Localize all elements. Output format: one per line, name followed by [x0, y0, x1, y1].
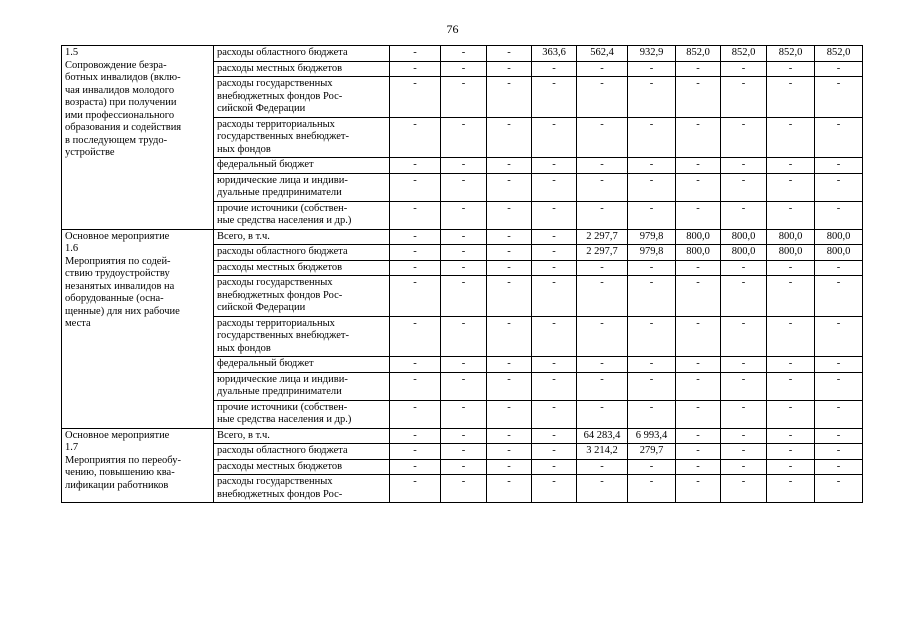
value-cell: - — [532, 201, 577, 229]
funding-source-line: расходы местных бюджетов — [217, 460, 343, 472]
table-row — [62, 229, 863, 245]
value-cell: - — [532, 260, 577, 276]
measure-cell — [62, 229, 214, 428]
value-cell: - — [815, 276, 863, 317]
value-cell: - — [577, 357, 628, 373]
value-cell: - — [815, 260, 863, 276]
funding-source-line: Всего, в т.ч. — [217, 230, 270, 242]
value-cell: 562,4 — [577, 46, 628, 62]
value-cell: - — [532, 400, 577, 428]
value-cell: - — [487, 117, 532, 158]
funding-source-cell — [214, 475, 390, 503]
value-cell: - — [676, 357, 721, 373]
value-cell: - — [676, 459, 721, 475]
measure-line: устройстве — [65, 147, 115, 158]
measure-line: щенные) для них рабочие — [65, 305, 180, 317]
value-cell: - — [532, 117, 577, 158]
value-cell: - — [390, 245, 441, 261]
value-cell: - — [767, 276, 815, 317]
value-cell: - — [390, 372, 441, 400]
value-cell: - — [767, 260, 815, 276]
value-cell: - — [676, 428, 721, 444]
value-cell: - — [721, 173, 767, 201]
funding-source-line: дуальные предприниматели — [217, 386, 342, 397]
value-cell: - — [676, 117, 721, 158]
funding-source-cell — [214, 201, 390, 229]
measure-line: лификации работников — [65, 479, 169, 491]
funding-source-line: прочие источники (собствен- — [217, 401, 348, 413]
value-cell: - — [676, 201, 721, 229]
value-cell: - — [441, 260, 487, 276]
value-cell: - — [815, 400, 863, 428]
value-cell: - — [577, 372, 628, 400]
value-cell: - — [676, 316, 721, 357]
value-cell: 979,8 — [628, 229, 676, 245]
measure-line: 1.7 — [65, 442, 79, 453]
value-cell: - — [676, 61, 721, 77]
measure-line: в последующем трудо- — [65, 134, 168, 146]
value-cell: 64 283,4 — [577, 428, 628, 444]
value-cell: - — [532, 158, 577, 174]
value-cell: - — [721, 117, 767, 158]
value-cell: - — [441, 428, 487, 444]
value-cell: - — [441, 357, 487, 373]
value-cell: - — [390, 229, 441, 245]
value-cell: - — [767, 428, 815, 444]
value-cell: - — [676, 173, 721, 201]
funding-source-line: сийской Федерации — [217, 302, 306, 313]
value-cell: - — [532, 173, 577, 201]
measure-line: образования и содействия — [65, 122, 182, 133]
value-cell: - — [767, 400, 815, 428]
value-cell: 932,9 — [628, 46, 676, 62]
measure-line: чению, повышению ква- — [65, 467, 175, 478]
value-cell: - — [487, 260, 532, 276]
measure-line: места — [65, 318, 91, 329]
measure-line: Мероприятия по содей- — [65, 255, 171, 267]
value-cell: - — [628, 316, 676, 357]
value-cell: - — [441, 61, 487, 77]
value-cell: - — [676, 260, 721, 276]
value-cell: - — [441, 229, 487, 245]
measure-line: чая инвалидов молодого — [65, 84, 175, 96]
value-cell: - — [441, 46, 487, 62]
value-cell: - — [628, 61, 676, 77]
value-cell: - — [577, 459, 628, 475]
funding-source-cell — [214, 316, 390, 357]
value-cell: - — [487, 276, 532, 317]
measure-line: незанятых инвалидов на — [65, 280, 175, 292]
funding-source-line: расходы территориальных — [217, 118, 335, 130]
value-cell: - — [721, 61, 767, 77]
value-cell: - — [721, 444, 767, 460]
value-cell: - — [577, 77, 628, 118]
value-cell: - — [721, 77, 767, 118]
value-cell: - — [767, 173, 815, 201]
funding-source-line: расходы областного бюджета — [217, 246, 348, 257]
value-cell: - — [815, 61, 863, 77]
value-cell: - — [628, 276, 676, 317]
value-cell: - — [721, 316, 767, 357]
measure-line: 1.6 — [65, 243, 79, 254]
measure-line: ствию трудоустройству — [65, 268, 170, 279]
value-cell: - — [441, 459, 487, 475]
value-cell: - — [487, 245, 532, 261]
funding-source-cell — [214, 173, 390, 201]
value-cell: - — [487, 400, 532, 428]
value-cell: 852,0 — [721, 46, 767, 62]
value-cell: - — [532, 459, 577, 475]
value-cell: - — [721, 260, 767, 276]
value-cell: - — [390, 276, 441, 317]
funding-source-line: федеральный бюджет — [217, 358, 314, 369]
measure-cell — [62, 428, 214, 503]
funding-source-line: расходы государственных — [217, 277, 333, 288]
value-cell: - — [487, 158, 532, 174]
value-cell: - — [815, 77, 863, 118]
value-cell: - — [767, 77, 815, 118]
value-cell: - — [390, 158, 441, 174]
value-cell: - — [390, 400, 441, 428]
value-cell: - — [767, 117, 815, 158]
funding-source-line: внебюджетных фондов Рос- — [217, 289, 343, 301]
value-cell: - — [676, 400, 721, 428]
funding-source-line: ные средства населения и др.) — [217, 215, 352, 226]
value-cell: - — [441, 276, 487, 317]
funding-source-line: расходы областного бюджета — [217, 445, 348, 456]
funding-source-line: юридические лица и индиви- — [217, 373, 348, 385]
value-cell: - — [487, 357, 532, 373]
value-cell: - — [628, 173, 676, 201]
funding-source-line: государственных внебюджет- — [217, 330, 349, 341]
value-cell: - — [532, 229, 577, 245]
value-cell: - — [532, 245, 577, 261]
measure-heading: Основное мероприятие — [65, 230, 170, 242]
funding-source-line: расходы государственных — [217, 476, 333, 487]
funding-source-cell — [214, 245, 390, 261]
value-cell: - — [390, 428, 441, 444]
value-cell: - — [676, 276, 721, 317]
value-cell: 800,0 — [767, 245, 815, 261]
value-cell: - — [767, 475, 815, 503]
value-cell: 800,0 — [815, 229, 863, 245]
value-cell: - — [577, 260, 628, 276]
value-cell: - — [532, 61, 577, 77]
funding-source-line: внебюджетных фондов Рос- — [217, 90, 343, 102]
value-cell: - — [628, 117, 676, 158]
value-cell: - — [721, 276, 767, 317]
value-cell: 6 993,4 — [628, 428, 676, 444]
value-cell: - — [628, 260, 676, 276]
value-cell: - — [815, 444, 863, 460]
value-cell: - — [532, 357, 577, 373]
funding-source-line: расходы местных бюджетов — [217, 261, 343, 273]
value-cell: - — [815, 173, 863, 201]
value-cell: - — [628, 201, 676, 229]
value-cell: - — [676, 444, 721, 460]
value-cell: - — [441, 475, 487, 503]
table-row — [62, 428, 863, 444]
value-cell: - — [721, 400, 767, 428]
measure-line: Мероприятия по переобу- — [65, 454, 181, 466]
funding-source-cell — [214, 444, 390, 460]
value-cell: - — [532, 475, 577, 503]
value-cell: - — [767, 61, 815, 77]
value-cell: - — [441, 372, 487, 400]
value-cell: - — [532, 77, 577, 118]
measure-line: оборудованные (осна- — [65, 293, 164, 304]
value-cell: - — [487, 372, 532, 400]
value-cell: 2 297,7 — [577, 245, 628, 261]
value-cell: - — [628, 77, 676, 118]
funding-source-cell — [214, 372, 390, 400]
value-cell: - — [767, 316, 815, 357]
value-cell: - — [390, 77, 441, 118]
value-cell: - — [721, 201, 767, 229]
funding-source-line: расходы территориальных — [217, 317, 335, 329]
value-cell: - — [815, 158, 863, 174]
value-cell: - — [441, 316, 487, 357]
value-cell: - — [721, 158, 767, 174]
value-cell: - — [577, 276, 628, 317]
funding-source-cell — [214, 77, 390, 118]
funding-source-cell — [214, 400, 390, 428]
funding-source-line: юридические лица и индиви- — [217, 174, 348, 186]
measure-line: возраста) при получении — [65, 97, 177, 108]
value-cell: - — [815, 459, 863, 475]
value-cell: - — [441, 245, 487, 261]
value-cell: - — [390, 316, 441, 357]
value-cell: - — [676, 372, 721, 400]
value-cell: - — [487, 77, 532, 118]
funding-source-line: расходы областного бюджета — [217, 47, 348, 58]
value-cell: - — [577, 158, 628, 174]
value-cell: - — [577, 475, 628, 503]
funding-source-cell — [214, 276, 390, 317]
funding-source-line: Всего, в т.ч. — [217, 429, 270, 441]
value-cell: - — [390, 459, 441, 475]
value-cell: - — [676, 475, 721, 503]
funding-source-line: дуальные предприниматели — [217, 187, 342, 198]
measure-line: Сопровождение безра- — [65, 59, 167, 71]
funding-source-cell — [214, 61, 390, 77]
value-cell: 800,0 — [721, 229, 767, 245]
value-cell: - — [628, 158, 676, 174]
value-cell: 852,0 — [676, 46, 721, 62]
value-cell: - — [577, 61, 628, 77]
funding-source-line: федеральный бюджет — [217, 159, 314, 170]
measure-line: ботных инвалидов (вклю- — [65, 72, 181, 83]
value-cell: - — [628, 459, 676, 475]
value-cell: - — [487, 316, 532, 357]
value-cell: - — [390, 444, 441, 460]
value-cell: - — [487, 229, 532, 245]
value-cell: - — [441, 201, 487, 229]
measure-heading: 1.5 — [65, 47, 79, 58]
value-cell: - — [577, 201, 628, 229]
value-cell: - — [721, 357, 767, 373]
value-cell: - — [441, 77, 487, 118]
value-cell: - — [721, 428, 767, 444]
value-cell: - — [390, 475, 441, 503]
value-cell: 979,8 — [628, 245, 676, 261]
budget-table — [61, 45, 863, 503]
value-cell: - — [487, 444, 532, 460]
funding-source-line: ные средства населения и др.) — [217, 414, 352, 425]
funding-source-cell — [214, 229, 390, 245]
funding-source-line: сийской Федерации — [217, 103, 306, 114]
value-cell: - — [390, 260, 441, 276]
funding-source-cell — [214, 117, 390, 158]
value-cell: - — [532, 444, 577, 460]
funding-source-cell — [214, 260, 390, 276]
value-cell: - — [577, 173, 628, 201]
funding-source-cell — [214, 158, 390, 174]
value-cell: - — [721, 372, 767, 400]
funding-source-cell — [214, 459, 390, 475]
value-cell: - — [815, 372, 863, 400]
value-cell: - — [577, 117, 628, 158]
value-cell: - — [628, 357, 676, 373]
value-cell: - — [487, 459, 532, 475]
measure-cell — [62, 46, 214, 230]
value-cell: - — [815, 428, 863, 444]
value-cell: - — [532, 372, 577, 400]
value-cell: - — [767, 444, 815, 460]
value-cell: 3 214,2 — [577, 444, 628, 460]
value-cell: - — [815, 117, 863, 158]
value-cell: - — [676, 158, 721, 174]
funding-source-line: ных фондов — [217, 143, 271, 155]
value-cell: - — [532, 276, 577, 317]
value-cell: - — [390, 61, 441, 77]
value-cell: - — [487, 428, 532, 444]
value-cell: - — [487, 173, 532, 201]
measure-heading: Основное мероприятие — [65, 429, 170, 441]
value-cell: - — [767, 201, 815, 229]
measure-line: ими профессионального — [65, 109, 175, 121]
value-cell: - — [721, 459, 767, 475]
value-cell: - — [390, 201, 441, 229]
value-cell: - — [390, 117, 441, 158]
value-cell: - — [815, 357, 863, 373]
value-cell: 800,0 — [676, 229, 721, 245]
value-cell: - — [390, 46, 441, 62]
funding-source-line: расходы государственных — [217, 78, 333, 89]
value-cell: 279,7 — [628, 444, 676, 460]
page-number: 76 — [446, 22, 459, 36]
value-cell: 852,0 — [815, 46, 863, 62]
value-cell: - — [441, 117, 487, 158]
value-cell: - — [815, 316, 863, 357]
value-cell: - — [441, 444, 487, 460]
value-cell: - — [721, 475, 767, 503]
value-cell: 800,0 — [767, 229, 815, 245]
funding-source-line: государственных внебюджет- — [217, 131, 349, 142]
value-cell: - — [577, 400, 628, 428]
value-cell: - — [487, 475, 532, 503]
value-cell: - — [676, 77, 721, 118]
funding-source-line: ных фондов — [217, 342, 271, 354]
value-cell: - — [628, 372, 676, 400]
value-cell: 800,0 — [721, 245, 767, 261]
value-cell: - — [532, 316, 577, 357]
value-cell: - — [815, 475, 863, 503]
value-cell: - — [487, 61, 532, 77]
value-cell: 800,0 — [676, 245, 721, 261]
value-cell: 852,0 — [767, 46, 815, 62]
value-cell: - — [441, 400, 487, 428]
value-cell: 2 297,7 — [577, 229, 628, 245]
value-cell: - — [767, 372, 815, 400]
value-cell: - — [767, 459, 815, 475]
funding-source-cell — [214, 428, 390, 444]
value-cell: - — [767, 357, 815, 373]
value-cell: 363,6 — [532, 46, 577, 62]
funding-source-line: расходы местных бюджетов — [217, 62, 343, 74]
value-cell: - — [815, 201, 863, 229]
value-cell: - — [532, 428, 577, 444]
value-cell: - — [767, 158, 815, 174]
funding-source-line: прочие источники (собствен- — [217, 202, 348, 214]
funding-source-line: внебюджетных фондов Рос- — [217, 488, 343, 500]
value-cell: - — [390, 173, 441, 201]
funding-source-cell — [214, 46, 390, 62]
value-cell: - — [628, 400, 676, 428]
funding-source-cell — [214, 357, 390, 373]
table-row — [62, 46, 863, 62]
value-cell: - — [487, 201, 532, 229]
value-cell: 800,0 — [815, 245, 863, 261]
value-cell: - — [487, 46, 532, 62]
value-cell: - — [628, 475, 676, 503]
value-cell: - — [390, 357, 441, 373]
value-cell: - — [441, 158, 487, 174]
value-cell: - — [577, 316, 628, 357]
value-cell: - — [441, 173, 487, 201]
